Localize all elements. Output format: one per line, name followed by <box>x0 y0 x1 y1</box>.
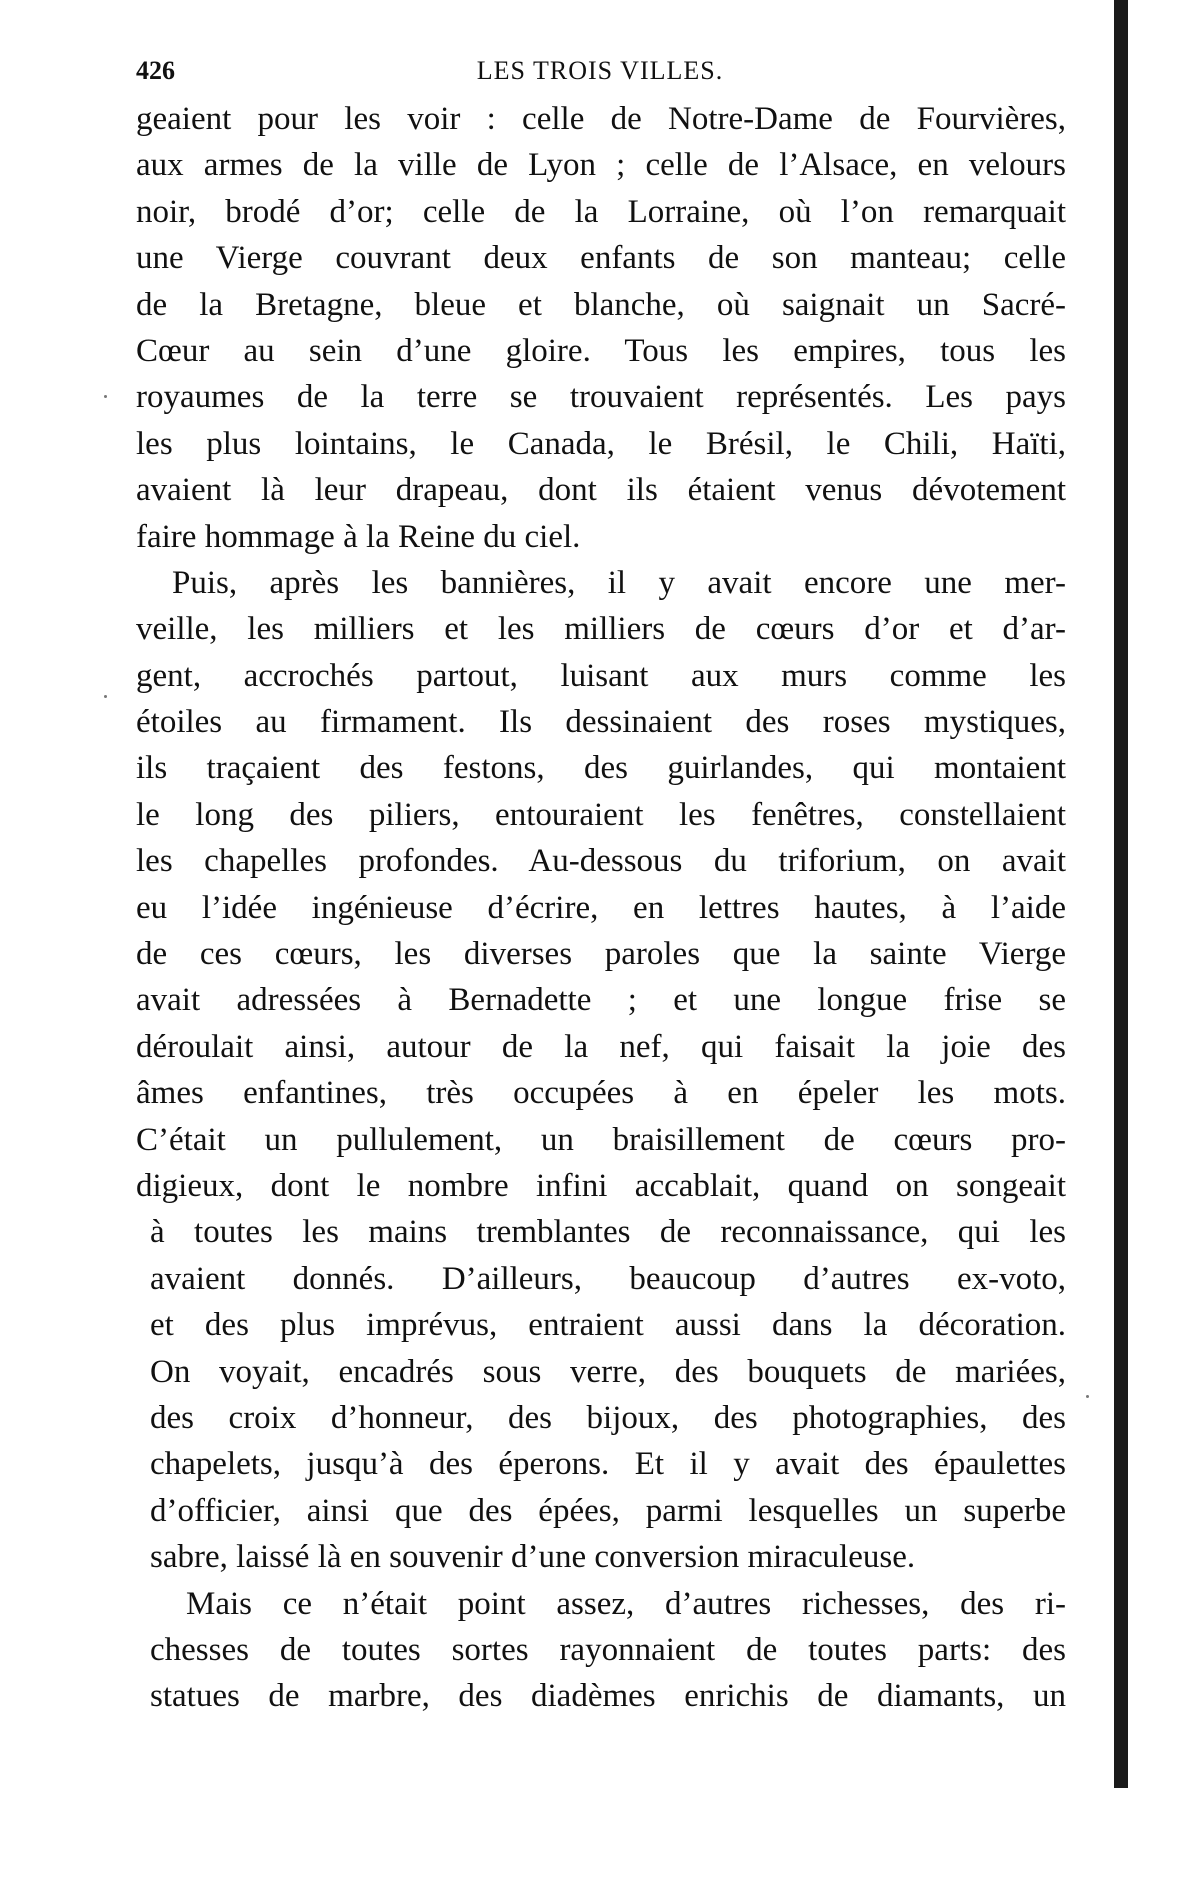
text-line: Cœur au sein d’une gloire. Tous les empires, tous les <box>136 332 1066 369</box>
text-line: On voyait, encadrés sous verre, des bouquets de mariées, <box>150 1353 1066 1390</box>
text-line: avaient là leur drapeau, dont ils étaient venus dévotement <box>136 472 1066 509</box>
scan-speck <box>1086 1395 1089 1398</box>
page-body-text <box>136 96 1066 1720</box>
text-line: chapelets, jusqu’à des éperons. Et il y avait des épaulettes <box>150 1446 1066 1483</box>
text-line: étoiles au firmament. Ils dessinaient des roses mystiques, <box>136 704 1066 741</box>
text-line: aux armes de la ville de Lyon ; celle de l’Alsace, en velours <box>136 147 1066 184</box>
text-line: noir, brodé d’or; celle de la Lorraine, où l’on remarquait <box>136 193 1066 230</box>
text-line: à toutes les mains tremblantes de reconnaissance, qui les <box>150 1214 1066 1251</box>
text-line: les plus lointains, le Canada, le Brésil, le Chili, Haïti, <box>136 425 1066 462</box>
scanned-binding-edge <box>1114 0 1128 1788</box>
text-line: le long des piliers, entouraient les fenêtres, constellaient <box>136 796 1066 833</box>
running-header <box>136 56 1064 92</box>
paragraph-start-line: Mais ce n’était point assez, d’autres richesses, des ri- <box>186 1585 1066 1622</box>
scan-speck <box>104 395 107 398</box>
text-line: chesses de toutes sortes rayonnaient de toutes parts: des <box>150 1631 1066 1668</box>
text-line: d’officier, ainsi que des épées, parmi lesquelles un superbe <box>150 1492 1066 1529</box>
paragraph-start-line: Puis, après les bannières, il y avait encore une mer- <box>172 564 1066 601</box>
text-line: déroulait ainsi, autour de la nef, qui faisait la joie des <box>136 1028 1066 1065</box>
text-line: des croix d’honneur, des bijoux, des photographies, des <box>150 1399 1066 1436</box>
text-line: une Vierge couvrant deux enfants de son manteau; celle <box>136 240 1066 277</box>
text-line: C’était un pullulement, un braisillement de cœurs pro- <box>136 1121 1066 1158</box>
page-number: 426 <box>136 56 175 85</box>
text-line: les chapelles profondes. Au-dessous du triforium, on avait <box>136 843 1066 880</box>
text-line: âmes enfantines, très occupées à en épeler les mots. <box>136 1075 1066 1112</box>
text-line: ils traçaient des festons, des guirlandes, qui montaient <box>136 750 1066 787</box>
text-line: digieux, dont le nombre infini accablait, quand on songeait <box>136 1167 1066 1204</box>
text-line: de la Bretagne, bleue et blanche, où saignait un Sacré- <box>136 286 1066 323</box>
text-line: avait adressées à Bernadette ; et une longue frise se <box>136 982 1066 1019</box>
text-line: de ces cœurs, les diverses paroles que la sainte Vierge <box>136 936 1066 973</box>
text-line: sabre, laissé là en souvenir d’une conversion miraculeuse. <box>150 1539 916 1576</box>
text-line: faire hommage à la Reine du ciel. <box>136 518 581 555</box>
text-line: geaient pour les voir : celle de Notre-Dame de Fourvières, <box>136 101 1066 137</box>
text-line: eu l’idée ingénieuse d’écrire, en lettres hautes, à l’aide <box>136 889 1066 926</box>
text-line: statues de marbre, des diadèmes enrichis de diamants, un <box>150 1678 1066 1715</box>
running-title: LES TROIS VILLES. <box>476 56 724 85</box>
text-line: veille, les milliers et les milliers de cœurs d’or et d’ar- <box>136 611 1066 648</box>
text-line: avaient donnés. D’ailleurs, beaucoup d’autres ex-voto, <box>150 1260 1066 1297</box>
scan-speck <box>104 695 107 698</box>
text-line: royaumes de la terre se trouvaient représentés. Les pays <box>136 379 1066 416</box>
text-line: et des plus imprévus, entraient aussi dans la décoration. <box>150 1307 1066 1344</box>
text-line: gent, accrochés partout, luisant aux murs comme les <box>136 657 1066 694</box>
